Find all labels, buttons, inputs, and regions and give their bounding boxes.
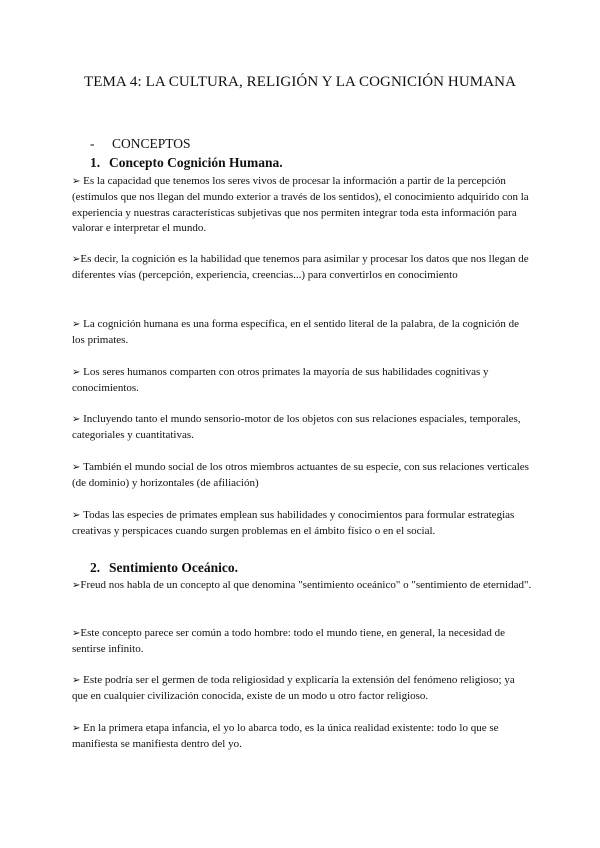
arrow-bullet-icon: ➢ [72,367,81,378]
arrow-bullet-icon: ➢ [72,510,81,521]
paragraph [72,252,532,284]
paragraph [72,174,532,237]
paragraph-text: Incluyendo tanto el mundo sensorio-motor de los objetos con sus relaciones espaciales, temporales, categoriales y cuantitativas. [72,413,521,441]
paragraph [72,508,532,540]
paragraph-text: Freud nos habla de un concepto al que denomina "sentimiento oceánico" o "sentimiento de eternidad". [80,579,532,591]
list-dash: - [90,136,95,151]
paragraph-text: Es la capacidad que tenemos los seres vivos de procesar la información a partir de la percepción (estímulos que nos llegan del mundo exterior a través de los sentidos), el conocimiento adquirido con la experiencia y nuestras características subjetivas que nos permiten integrar toda esta información para valorar e interpretar el mundo. [72,175,529,235]
section-heading-sentimiento [90,559,238,576]
paragraph [72,460,532,492]
arrow-bullet-icon: ➢ [72,254,81,265]
page-title: TEMA 4: LA CULTURA, RELIGIÓN Y LA COGNICIÓN HUMANA [83,74,517,90]
paragraph [72,412,532,444]
section-title: Sentimiento Oceánico. [109,560,238,575]
paragraph [72,365,532,397]
section-number: 2. [90,560,101,575]
paragraph-text: Este podría ser el germen de toda religiosidad y explicaría la extensión del fenómeno religioso; ya que en cualquier civilización conocida, existe de un modo u otro factor religioso. [72,674,515,702]
paragraph-text: También el mundo social de los otros miembros actuantes de su especie, con sus relaciones verticales (de dominio) y horizontales (de afiliación) [72,461,529,489]
section-number: 1. [90,155,101,170]
arrow-bullet-icon: ➢ [72,675,81,686]
paragraph-text: La cognición humana es una forma específica, en el sentido literal de la palabra, de la cognición de los primates. [72,318,519,346]
arrow-bullet-icon: ➢ [72,319,81,330]
paragraph [72,578,532,594]
arrow-bullet-icon: ➢ [72,462,81,473]
paragraph [72,626,532,658]
paragraph-text: Es decir, la cognición es la habilidad que tenemos para asimilar y procesar los datos que nos llegan de diferentes vías (percepción, experiencia, creencias...) para convertirlos en conocimiento [72,253,529,281]
section-heading-cognicion [90,154,283,171]
paragraph [72,317,532,349]
paragraph-text: En la primera etapa infancia, el yo lo abarca todo, es la única realidad existente: todo lo que se manifiesta se manifiesta dentro del yo. [72,722,499,750]
section-title: Concepto Cognición Humana. [109,155,283,170]
paragraph-text: Los seres humanos comparten con otros primates la mayoría de sus habilidades cognitivas y conocimientos. [72,366,489,394]
paragraph [72,673,532,705]
arrow-bullet-icon: ➢ [72,628,81,639]
paragraph-text: Todas las especies de primates emplean sus habilidades y conocimientos para formular estrategias creativas y perspicaces cuando surgen problemas en el ámbito físico o en el social. [72,509,515,537]
arrow-bullet-icon: ➢ [72,176,81,187]
paragraph [72,721,532,753]
concepts-label: CONCEPTOS [112,136,191,151]
arrow-bullet-icon: ➢ [72,580,81,591]
arrow-bullet-icon: ➢ [72,414,81,425]
arrow-bullet-icon: ➢ [72,723,81,734]
concepts-list-item [90,135,191,152]
paragraph-text: Este concepto parece ser común a todo hombre: todo el mundo tiene, en general, la necesidad de sentirse infinito. [72,627,505,655]
